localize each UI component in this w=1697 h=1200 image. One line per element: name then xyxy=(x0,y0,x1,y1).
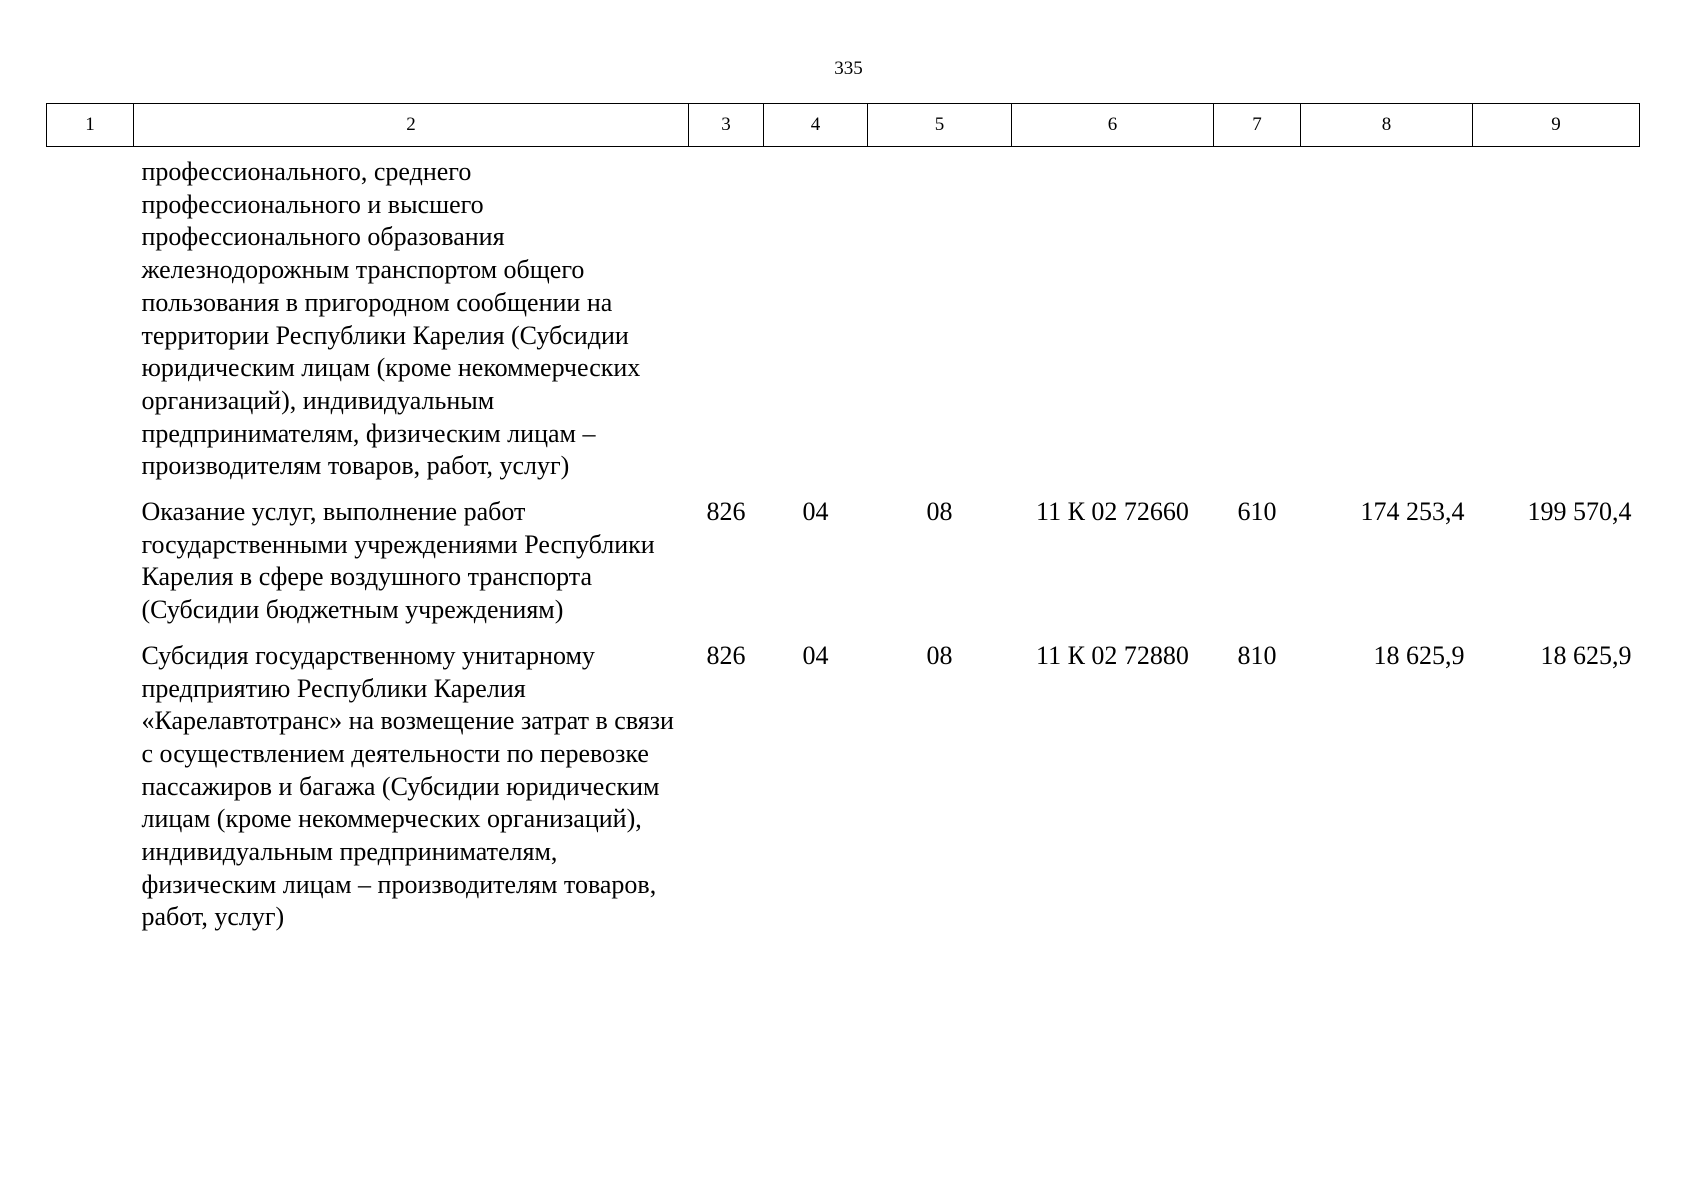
cell-subsection: 08 xyxy=(926,640,953,670)
cell-subsection xyxy=(868,147,1012,484)
cell-col-1 xyxy=(47,147,134,484)
header-col-8: 8 xyxy=(1301,104,1473,147)
cell-ministry-code: 826 xyxy=(706,497,746,527)
cell-amount-1: 18 625,9 xyxy=(1373,640,1465,670)
cell-amount-2: 18 625,9 xyxy=(1540,640,1632,670)
header-col-7: 7 xyxy=(1214,104,1301,147)
header-col-3: 3 xyxy=(689,104,764,147)
cell-target-article: 11 К 02 72660 xyxy=(1036,497,1189,527)
cell-section: 04 xyxy=(802,497,829,527)
cell-col-1 xyxy=(47,483,134,627)
cell-ministry-code: 826 xyxy=(706,640,746,670)
table-body xyxy=(47,147,1640,935)
header-col-2: 2 xyxy=(134,104,689,147)
cell-expense-type xyxy=(1214,147,1301,484)
cell-col-1 xyxy=(47,627,134,934)
cell-amount-1: 174 253,4 xyxy=(1360,497,1465,527)
table-row xyxy=(47,147,1640,484)
table-header xyxy=(47,104,1640,147)
page-number: 335 xyxy=(834,58,863,79)
row-description: Оказание услуг, выполнение работ государственными учреждениями Республики Карелия в сфере воздушного транспорта (Субсидии бюджетным учреждениям) xyxy=(141,497,655,625)
cell-section xyxy=(764,147,868,484)
header-col-9: 9 xyxy=(1473,104,1640,147)
cell-expense-type: 810 xyxy=(1237,640,1277,670)
budget-table xyxy=(46,103,1640,934)
cell-ministry-code xyxy=(689,147,764,484)
header-row xyxy=(47,104,1640,147)
cell-section: 04 xyxy=(802,640,829,670)
header-col-6: 6 xyxy=(1012,104,1214,147)
table-row xyxy=(47,483,1640,627)
cell-subsection: 08 xyxy=(926,497,953,527)
cell-target-article xyxy=(1012,147,1214,484)
table-row xyxy=(47,627,1640,934)
header-col-1: 1 xyxy=(47,104,134,147)
row-description: профессионального, среднего профессионального и высшего профессионального образования железнодорожным транспортом общего пользования в пригородном сообщении на территории Республики Карелия (Субсидии юридическим лицам (кроме некоммерческих организаций), индивидуальным предпринимателям, физическим лицам – производителям товаров, работ, услуг) xyxy=(141,157,641,481)
cell-amount-2 xyxy=(1473,147,1640,484)
header-col-5: 5 xyxy=(868,104,1012,147)
row-description: Субсидия государственному унитарному предприятию Республики Карелия «Карелавтотранс» на возмещение затрат в связи с осуществлением деятельности по перевозке пассажиров и багажа (Субсидии юридическим лицам (кроме некоммерческих организаций), индивидуальным предпринимателям, физическим лицам – производителям товаров, работ, услуг) xyxy=(141,640,674,932)
cell-amount-2: 199 570,4 xyxy=(1527,497,1632,527)
cell-amount-1 xyxy=(1301,147,1473,484)
header-col-4: 4 xyxy=(764,104,868,147)
cell-target-article: 11 К 02 72880 xyxy=(1036,640,1189,670)
cell-expense-type: 610 xyxy=(1237,497,1277,527)
